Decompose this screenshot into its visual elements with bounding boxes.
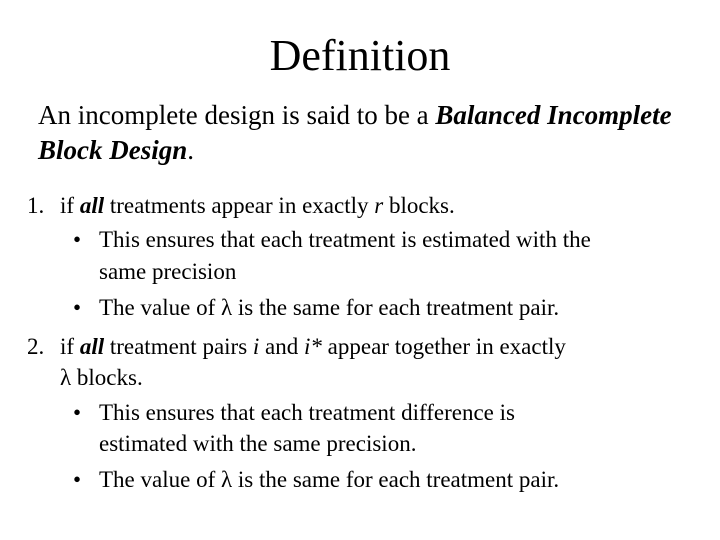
item-1-bullet-1-line-1: This ensures that each treatment is estimated with the [99,227,591,252]
item-2-text-and: and [259,334,305,359]
item-1-text-if: if [60,193,80,218]
item-1-bullet-1-symbol: • [73,227,82,252]
intro-text-start: An incomplete design is said to be a [38,100,436,130]
lambda-symbol: λ [220,467,233,492]
item-1-number: 1. [27,193,45,218]
item-1-bullet-2-text-start: The value of [99,295,221,320]
item-2-bullet-1-symbol: • [73,400,82,425]
item-2-text-if: if [60,334,80,359]
item-1-var-r: r [374,193,384,218]
item-2-line-2 [60,364,143,392]
item-2-number: 2. [27,334,45,359]
item-2-var-i: i [252,334,260,359]
item-1-bullet-1-line-2: same precision [99,259,237,284]
item-2-bullet-1-line-2: estimated with the same precision. [99,431,417,456]
item-2-text-pairs: treatment pairs [104,334,253,359]
item-1-text-middle: treatments appear in exactly [104,193,375,218]
intro-emphasis: Balanced Incomplete Block Design [38,100,672,165]
item-2-bullet-2-symbol: • [73,467,82,492]
item-1-bullet-2-text-end: is the same for each treatment pair. [232,295,560,320]
item-2-text-end: appear together in exactly [321,334,566,359]
item-2-emphasis-all: all [79,334,105,359]
item-2-bullet-2-text [99,466,559,494]
item-1-line-1 [60,192,455,220]
item-1-bullet-2-symbol: • [73,295,82,320]
item-2-bullet-2-text-end: is the same for each treatment pair. [232,467,560,492]
lambda-symbol: λ [60,365,72,390]
item-2-bullet-1-line-1: This ensures that each treatment difference is [99,400,515,425]
item-2-text-blocks: blocks. [71,365,143,390]
item-1-bullet-2-text [99,294,559,322]
intro-text-end: . [187,135,195,165]
item-1-emphasis-all: all [79,193,105,218]
item-2-line-1 [60,333,566,361]
slide-title: Definition [269,31,451,80]
item-1-text-end: blocks. [383,193,455,218]
lambda-symbol: λ [220,295,233,320]
item-2-bullet-2-text-start: The value of [99,467,221,492]
item-2-var-i-star: i* [304,334,322,359]
